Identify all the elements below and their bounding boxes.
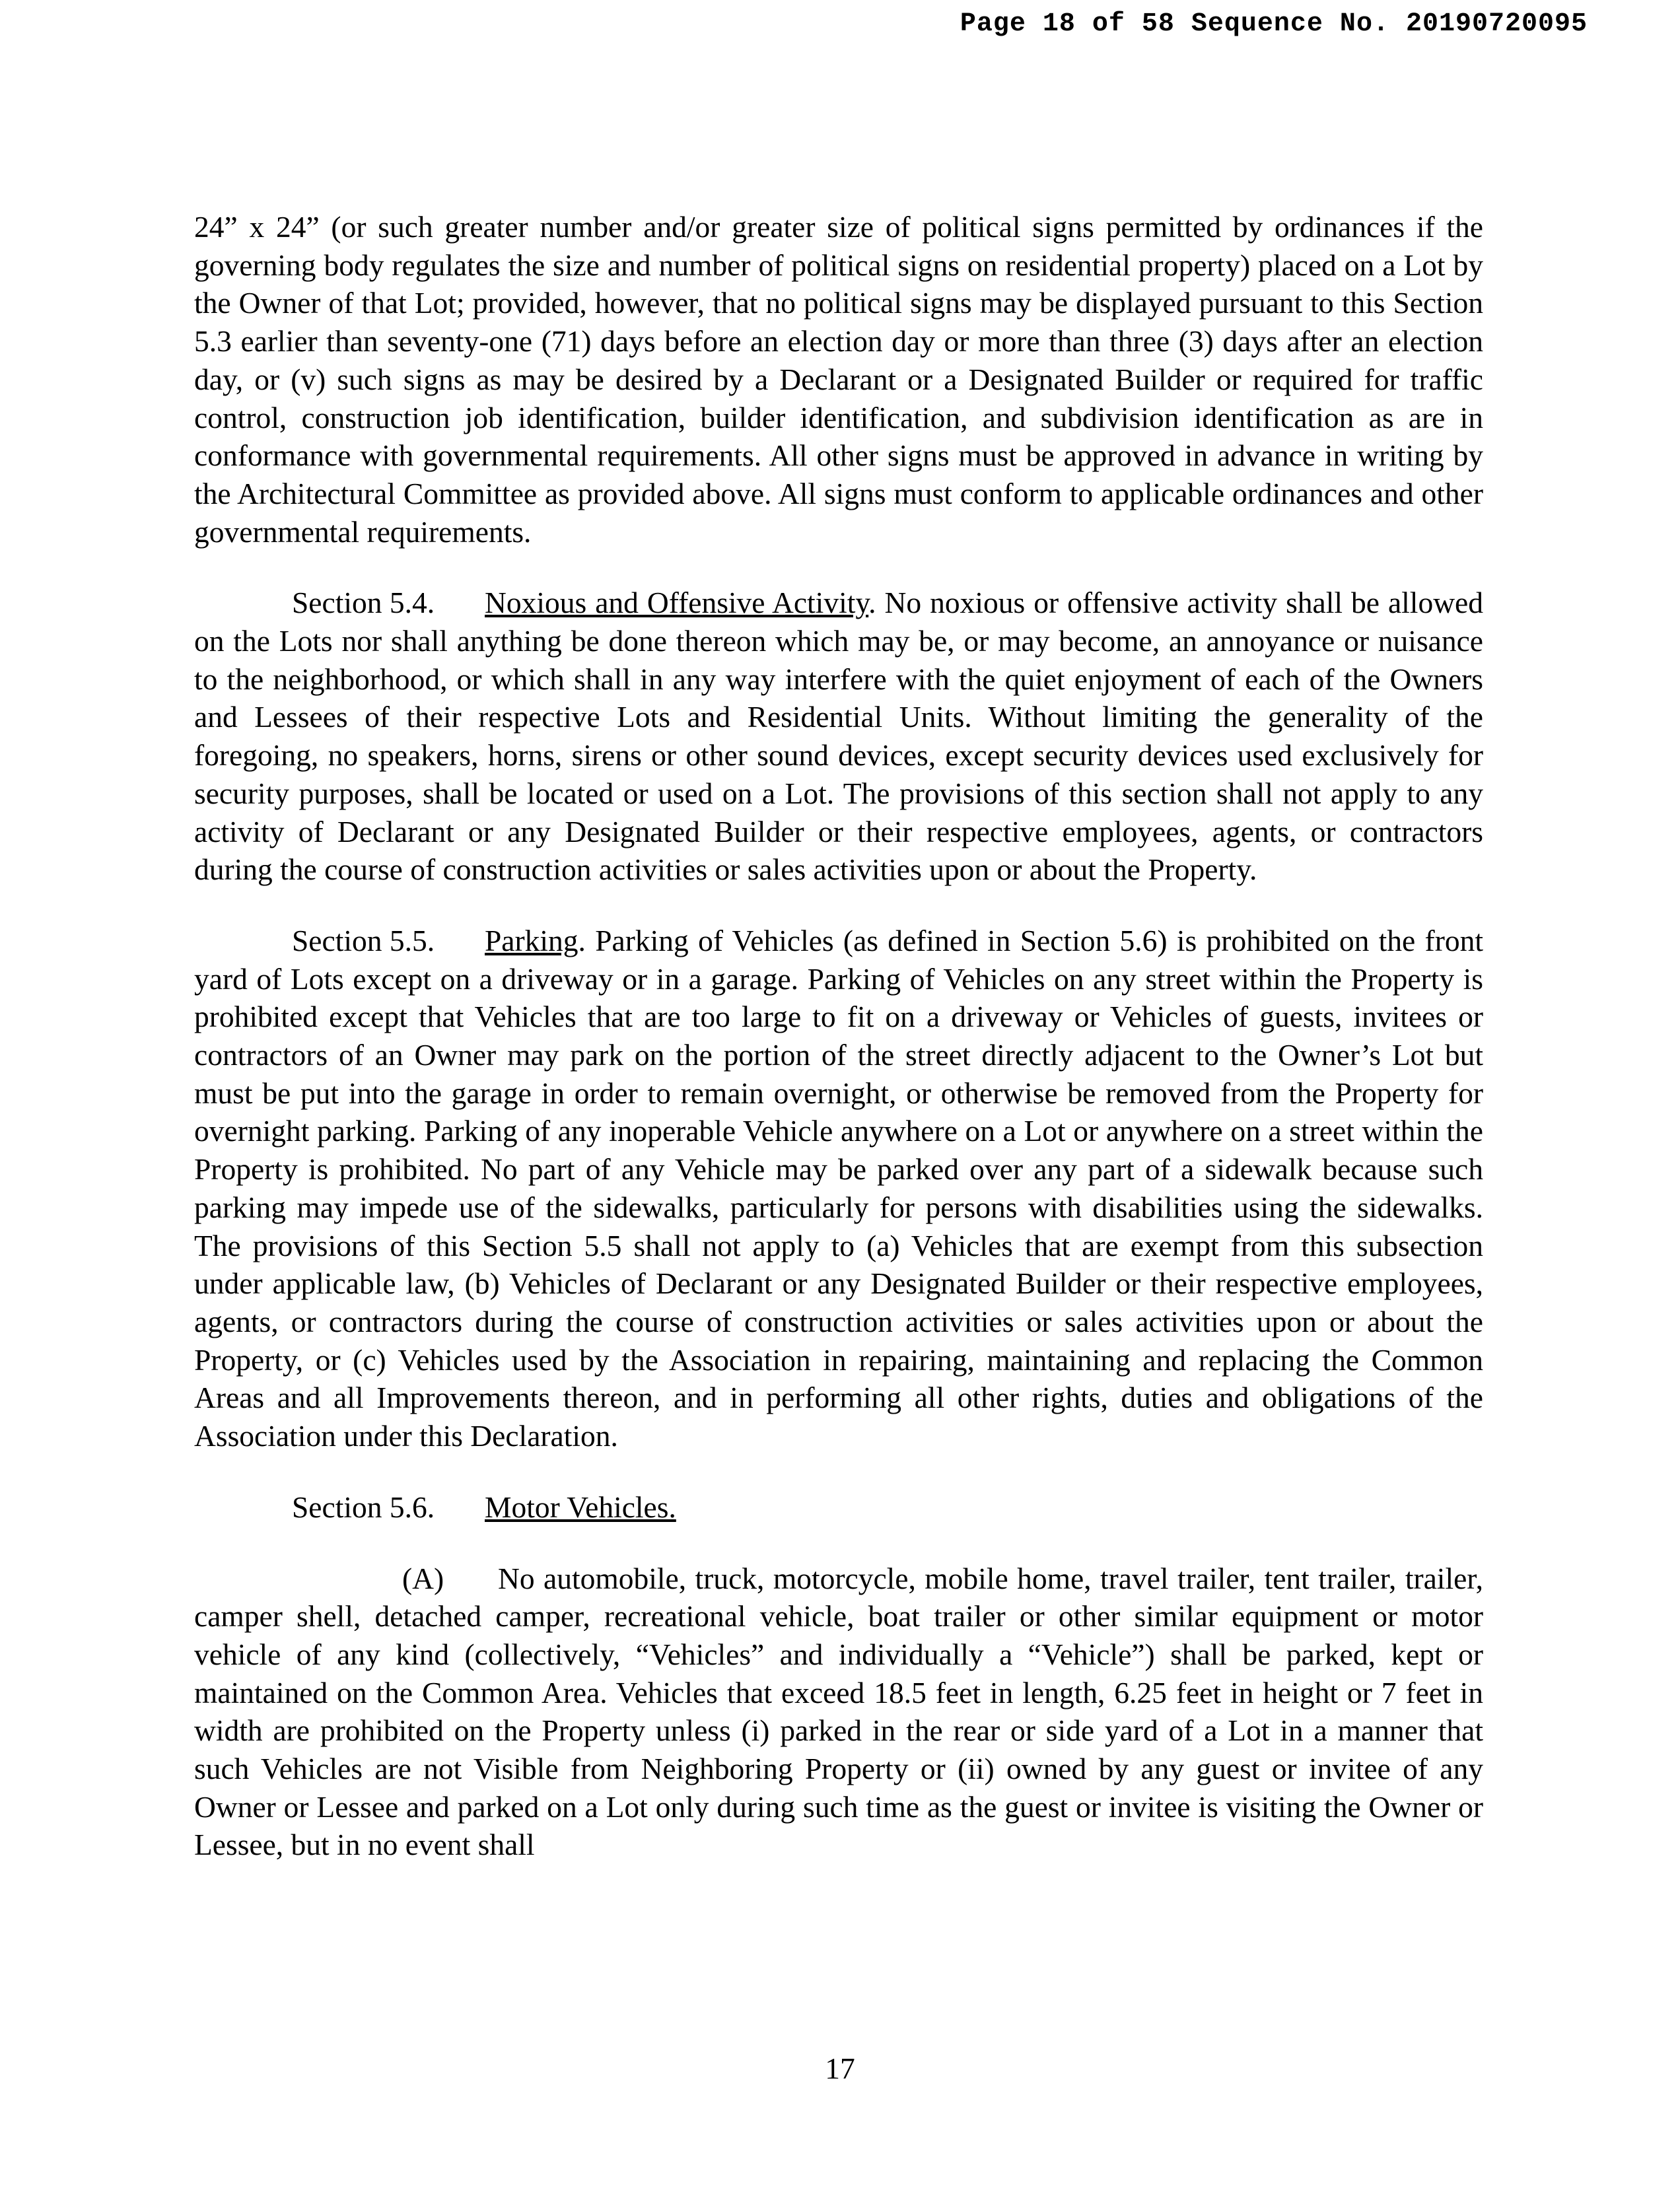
section-5-6-number: Section 5.6. [292,1490,435,1524]
document-body [194,208,1483,1864]
section-5-4-number: Section 5.4. [292,586,435,620]
section-5-4-body: . No noxious or offensive activity shall be allowed on the Lots nor shall anything be done thereon which may be, or may become, an annoyance or nuisance to the neighborhood, or which shall in any way interfere with the quiet enjoyment of each of the Owners and Lessees of their respective Lots and Residential Units. Without limiting the generality of the foregoing, no speakers, horns, sirens or other sound devices, except security devices used exclusively for security purposes, shall be located or used on a Lot. The provisions of this section shall not apply to any activity of Declarant or any Designated Builder or their respective employees, agents, or contractors during the course of construction activities or sales activities upon or about the Property. [194,586,1483,887]
section-5-5-title: Parking [485,923,578,957]
section-5-5 [194,922,1483,1455]
section-5-6 [194,1488,1483,1527]
section-5-5-number: Section 5.5. [292,923,435,957]
section-5-5-body: . Parking of Vehicles (as defined in Section 5.6) is prohibited on the front yard of Lots except on a driveway or in a garage. Parking of Vehicles on any street within the Property is prohibited except that Vehicles that are too large to fit on a driveway or Vehicles of guests, invitees or contractors of an Owner may park on the portion of the street directly adjacent to the Owner’s Lot but must be put into the garage in order to remain overnight, or otherwise be removed from the Property for overnight parking. Parking of any inoperable Vehicle anywhere on a Lot or anywhere on a street within the Property is prohibited. No part of any Vehicle may be parked over any part of a sidewalk because such parking may impede use of the sidewalks, particularly for persons with disabilities using the sidewalks. The provisions of this Section 5.5 shall not apply to (a) Vehicles that are exempt from this subsection under applicable law, (b) Vehicles of Declarant or any Designated Builder or their respective employees, agents, or contractors during the course of construction activities or sales activities upon or about the Property, or (c) Vehicles used by the Association in repairing, maintaining and replacing the Common Areas and all Improvements thereon, and in performing all other rights, duties and obligations of the Association under this Declaration. [194,923,1483,1453]
section-5-6-title: Motor Vehicles. [485,1490,676,1524]
page-header: Page 18 of 58 Sequence No. 20190720095 [960,9,1588,39]
paragraph-signs-continued: 24” x 24” (or such greater number and/or greater size of political signs permitted by ordinances if the governing body regulates the size and number of political signs on residential property) placed on a Lot by the Owner of that Lot; provided, however, that no political signs may be displayed pursuant to this Section 5.3 earlier than seventy-one (71) days before an election day or more than three (3) days after an election day, or (v) such signs as may be desired by a Declarant or a Designated Builder or required for traffic control, construction job identification, builder identification, and subdivision identification as are in conformance with governmental requirements. All other signs must be approved in advance in writing by the Architectural Committee as provided above. All signs must conform to applicable ordinances and other governmental requirements. [194,210,1483,549]
page-number: 17 [825,2052,855,2085]
section-5-4-title: Noxious and Offensive Activity [485,586,869,620]
section-5-4 [194,584,1483,889]
section-5-6-a [194,1560,1483,1865]
section-5-6-a-body: No automobile, truck, motorcycle, mobile home, travel trailer, tent trailer, trailer, camper shell, detached camper, recreational vehicle, boat trailer or other similar equipment or motor vehicle of any kind (collectively, “Vehicles” and individually a “Vehicle”) shall be parked, kept or maintained on the Common Area. Vehicles that exceed 18.5 feet in length, 6.25 feet in height or 7 feet in width are prohibited on the Property unless (i) parked in the rear or side yard of a Lot in a manner that such Vehicles are not Visible from Neighboring Property or (ii) owned by any guest or invitee of any Owner or Lessee and parked on a Lot only during such time as the guest or invitee is visiting the Owner or Lessee, but in no event shall [194,1561,1483,1862]
section-5-6-a-label: (A) [402,1561,444,1595]
